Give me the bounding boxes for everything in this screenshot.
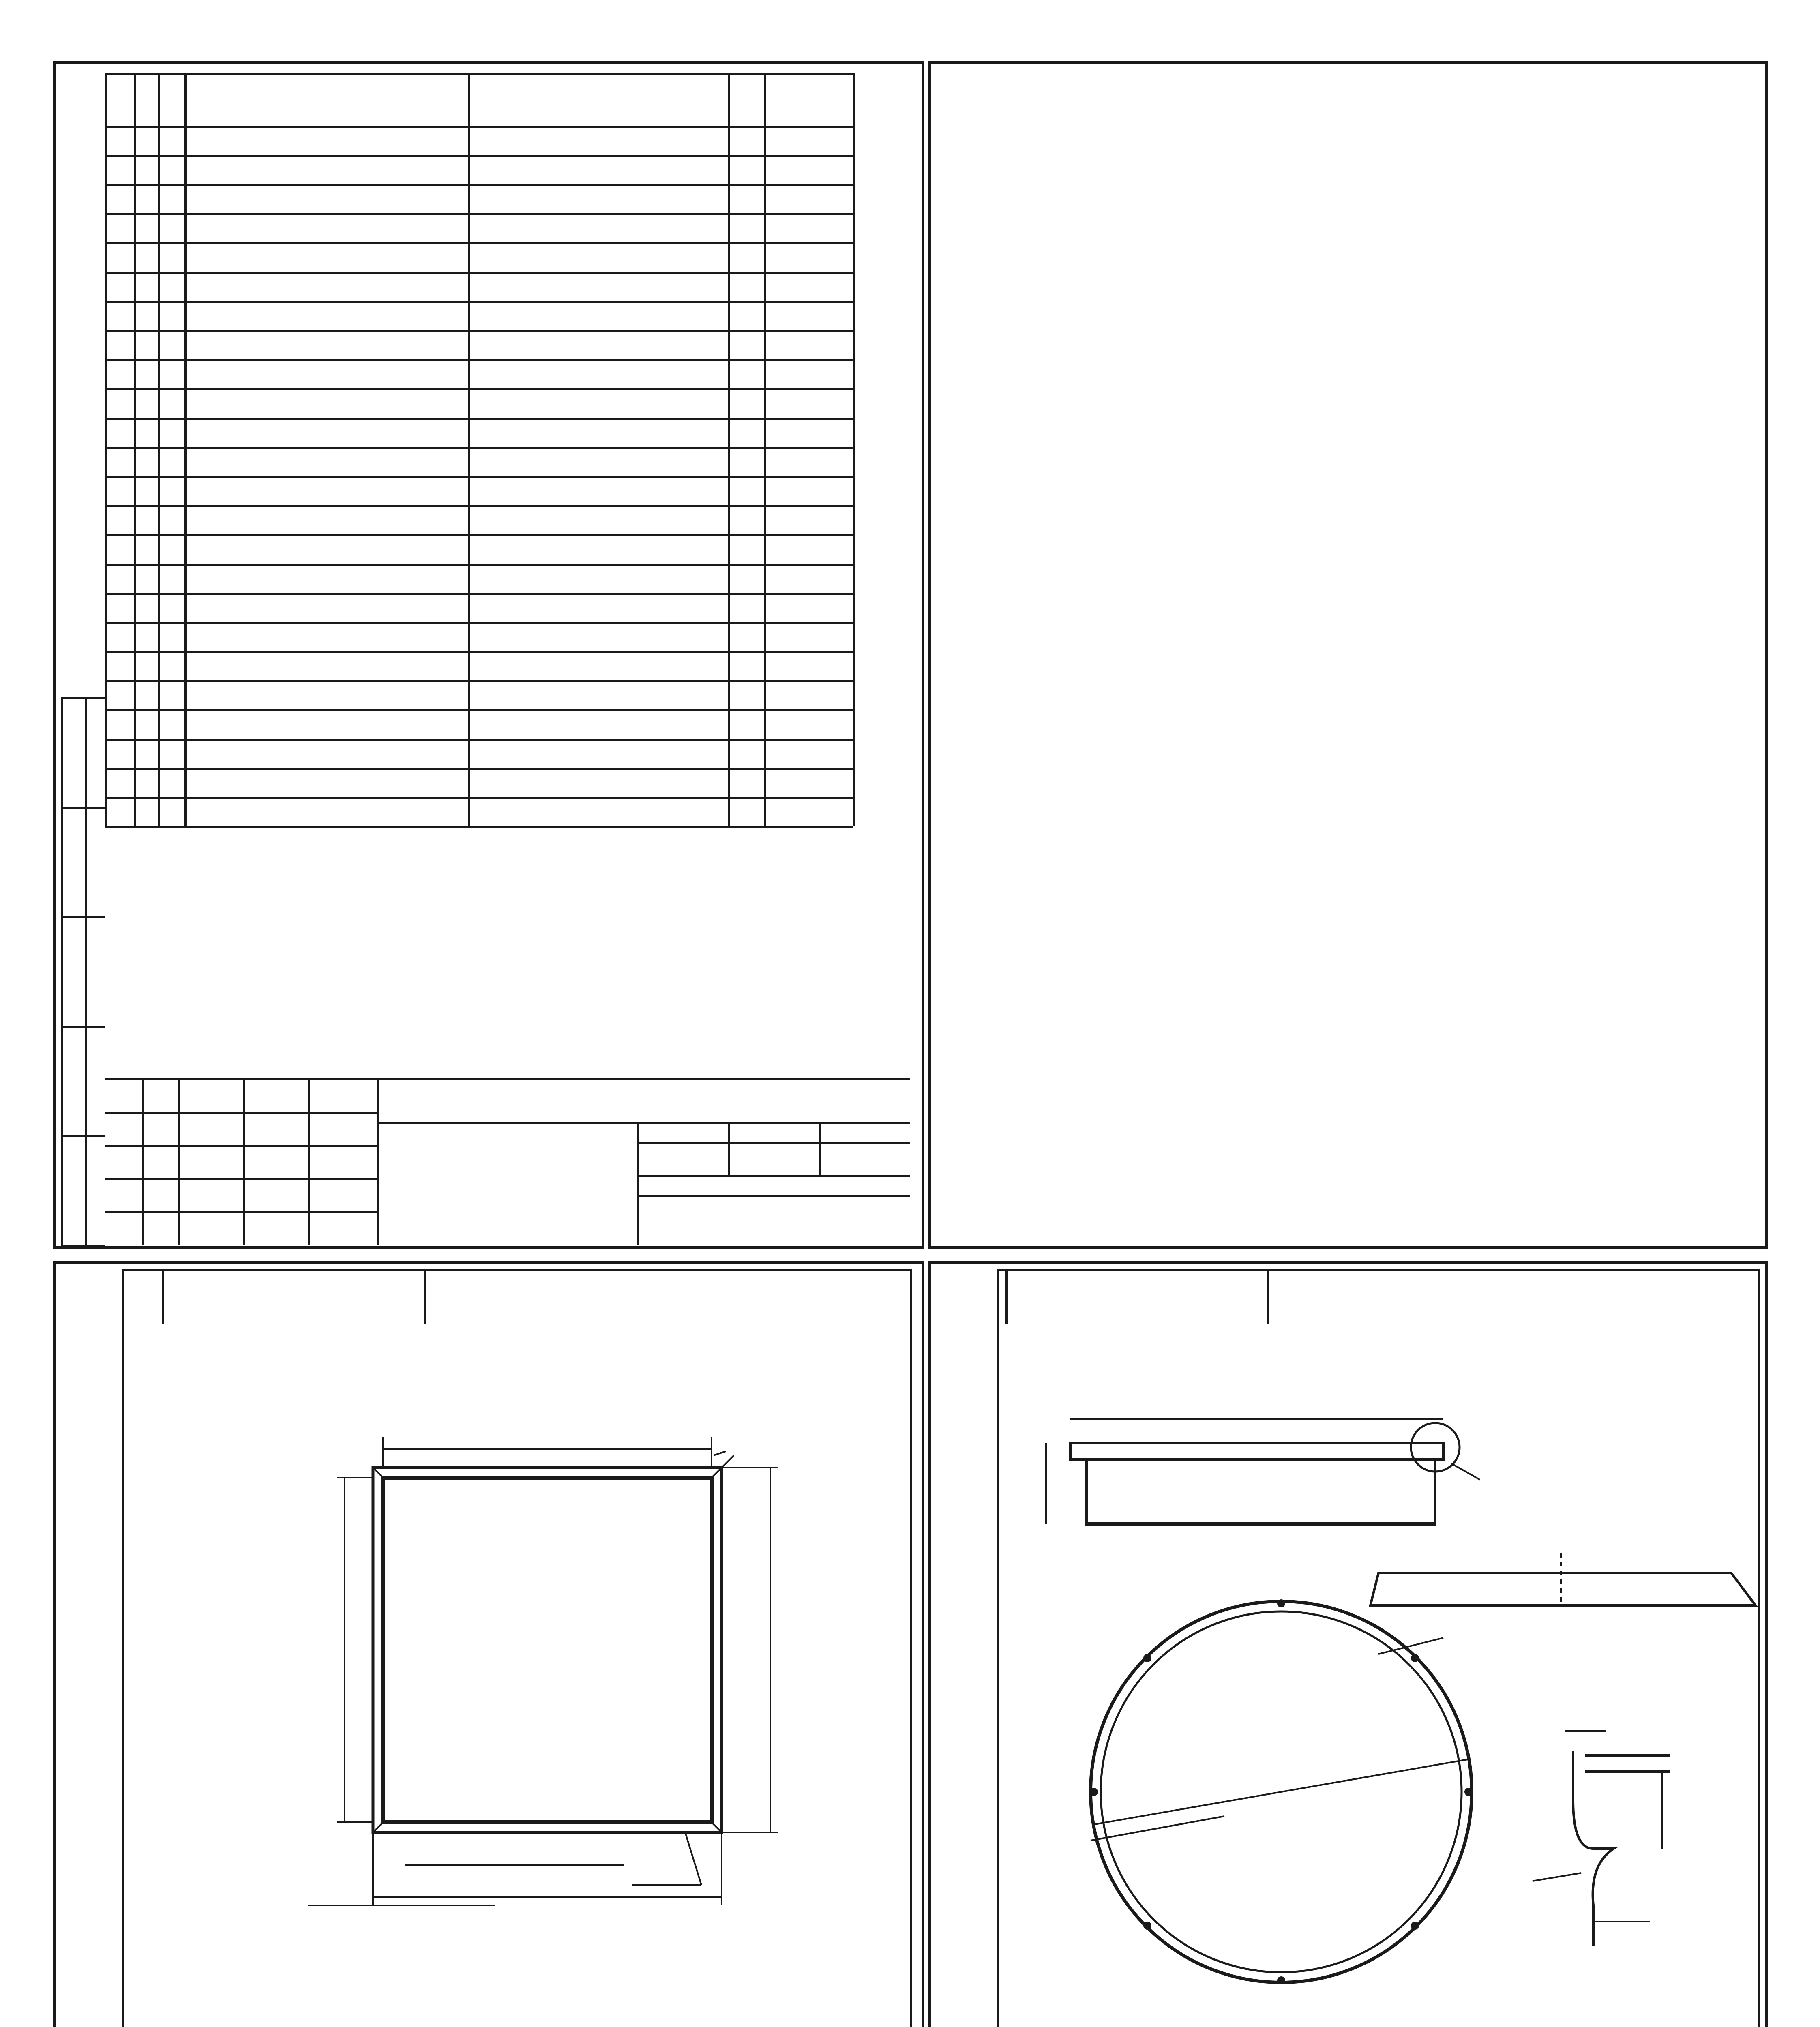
detail-profile (1573, 1751, 1614, 1946)
patrubok-dimension-lines (1046, 1419, 1662, 1922)
patrubok-side-top (1070, 1443, 1443, 1459)
variant-profile (1370, 1573, 1756, 1605)
patrubok-side-body (1087, 1459, 1435, 1524)
